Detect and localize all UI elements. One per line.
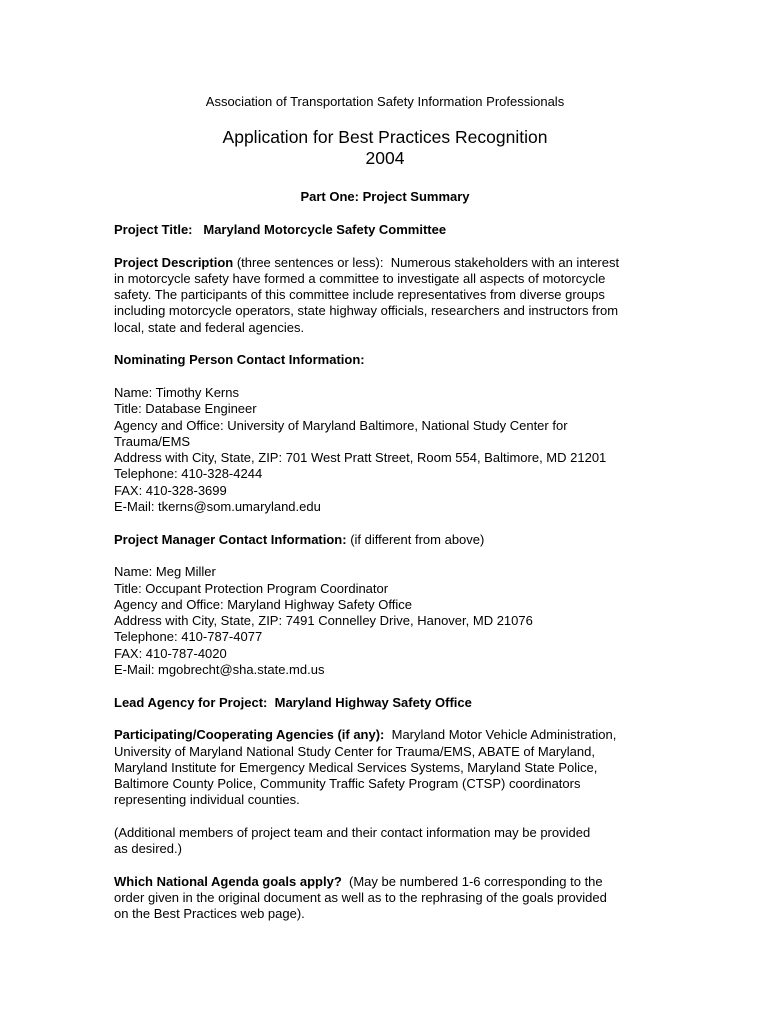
- nominating-contact: [114, 385, 659, 515]
- additional-line: (Additional members of project team and their contact information may be provided: [114, 824, 591, 840]
- title-year: 2004: [365, 148, 405, 168]
- lead-agency-value: Maryland Highway Safety Office: [274, 694, 472, 710]
- organization-name: Association of Transportation Safety Information Professionals: [205, 94, 565, 109]
- project-title-section: [114, 222, 659, 238]
- manager-contact: [114, 564, 659, 678]
- nominating-agency-cont: Trauma/EMS: [114, 433, 191, 449]
- goals-line: on the Best Practices web page).: [114, 906, 305, 922]
- project-description-line: safety. The participants of this committee include representatives from diverse groups: [114, 287, 605, 303]
- goals-label: Which National Agenda goals apply?: [114, 873, 342, 889]
- title-text: Application for Best Practices Recognition: [222, 127, 548, 147]
- nominating-agency: Agency and Office: University of Maryland Baltimore, National Study Center for: [114, 417, 568, 433]
- project-description-label: Project Description: [114, 254, 234, 270]
- participating-line: Maryland Motor Vehicle Administration,: [391, 727, 617, 743]
- participating-line: Baltimore County Police, Community Traffic Safety Program (CTSP) coordinators: [114, 776, 581, 792]
- manager-address: Address with City, State, ZIP: 7491 Connelley Drive, Hanover, MD 21076: [114, 613, 533, 629]
- nominating-address: Address with City, State, ZIP: 701 West Pratt Street, Room 554, Baltimore, MD 21201: [114, 450, 607, 466]
- document-title: [0, 127, 770, 169]
- goals-section: [114, 874, 659, 923]
- project-description-section: [114, 255, 659, 336]
- project-title-value: Maryland Motorcycle Safety Committee: [203, 222, 447, 237]
- project-description-line: local, state and federal agencies.: [114, 319, 305, 335]
- manager-agency: Agency and Office: Maryland Highway Safety Office: [114, 596, 412, 612]
- participating-section: [114, 727, 659, 808]
- manager-telephone: Telephone: 410-787-4077: [114, 629, 263, 645]
- manager-name: Name: Meg Miller: [114, 564, 216, 580]
- project-description-line: including motorcycle operators, state highway officials, researchers and instructors from: [114, 303, 619, 319]
- participating-line: University of Maryland National Study Center for Trauma/EMS, ABATE of Maryland,: [114, 743, 595, 759]
- part-heading: Part One: Project Summary: [300, 189, 470, 204]
- manager-qualifier: (if different from above): [346, 531, 485, 547]
- manager-title: Title: Occupant Protection Program Coordinator: [114, 580, 389, 596]
- nominating-name: Name: Timothy Kerns: [114, 384, 239, 400]
- project-description-line: in motorcycle safety have formed a committee to investigate all aspects of motorcycle: [114, 270, 606, 286]
- participating-line: Maryland Institute for Emergency Medical Services Systems, Maryland State Police,: [114, 759, 598, 775]
- additional-line: as desired.): [114, 841, 182, 857]
- manager-heading-section: [114, 532, 659, 548]
- nominating-heading-section: [114, 352, 659, 368]
- participating-line: representing individual counties.: [114, 792, 300, 808]
- project-title-label: Project Title:: [114, 222, 193, 237]
- manager-heading: Project Manager Contact Information:: [114, 531, 347, 547]
- project-description-qualifier: (three sentences or less):: [233, 254, 384, 270]
- manager-fax: FAX: 410-787-4020: [114, 645, 227, 661]
- nominating-telephone: Telephone: 410-328-4244: [114, 466, 263, 482]
- nominating-fax: FAX: 410-328-3699: [114, 482, 227, 498]
- nominating-title: Title: Database Engineer: [114, 401, 257, 417]
- nominating-heading: Nominating Person Contact Information:: [114, 352, 365, 368]
- goals-line: order given in the original document as well as to the rephrasing of the goals provided: [114, 890, 607, 906]
- nominating-email: E-Mail: tkerns@som.umaryland.edu: [114, 499, 321, 515]
- participating-label: Participating/Cooperating Agencies (if any):: [114, 727, 385, 743]
- goals-line: (May be numbered 1-6 corresponding to the: [349, 873, 603, 889]
- project-description-line: Numerous stakeholders with an interest: [390, 254, 620, 270]
- lead-agency-label: Lead Agency for Project:: [114, 694, 268, 710]
- lead-agency-section: [114, 695, 659, 711]
- document-body: [114, 222, 659, 939]
- additional-section: [114, 825, 659, 858]
- manager-email: E-Mail: mgobrecht@sha.state.md.us: [114, 662, 325, 678]
